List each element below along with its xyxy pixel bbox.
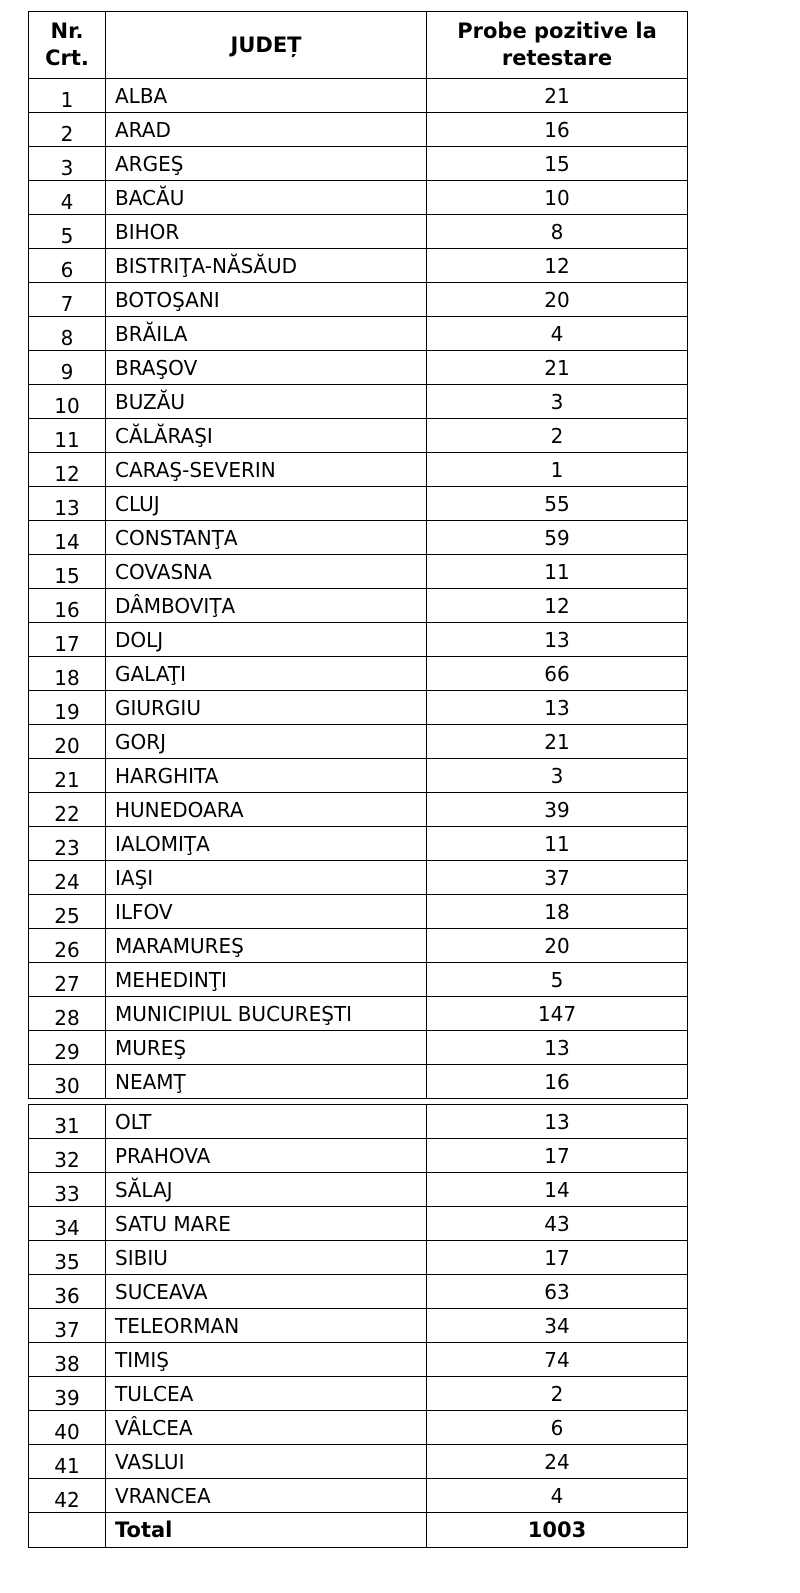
header-nr-crt: Nr. Crt. [29, 12, 106, 79]
table-row [29, 1139, 688, 1173]
row-value-cell: 17 [427, 1139, 688, 1173]
row-county-cell: IAŞI [106, 861, 427, 895]
table-row [29, 1275, 688, 1309]
table-row [29, 997, 688, 1031]
row-value-cell: 13 [427, 691, 688, 725]
row-county-cell: TIMIŞ [106, 1343, 427, 1377]
row-county-cell: MUREŞ [106, 1031, 427, 1065]
row-value-cell: 1 [427, 453, 688, 487]
row-county-cell: BIHOR [106, 215, 427, 249]
row-value-cell: 66 [427, 657, 688, 691]
row-value-cell: 8 [427, 215, 688, 249]
table-row [29, 895, 688, 929]
row-value-cell: 13 [427, 1031, 688, 1065]
row-nr-cell: 15 [29, 555, 106, 589]
row-county-cell: GIURGIU [106, 691, 427, 725]
row-county-cell: TELEORMAN [106, 1309, 427, 1343]
row-county-cell: OLT [106, 1105, 427, 1139]
table-row [29, 1377, 688, 1411]
row-county-cell: VASLUI [106, 1445, 427, 1479]
row-value-cell: 3 [427, 385, 688, 419]
row-nr-cell: 41 [29, 1445, 106, 1479]
row-county-cell: GORJ [106, 725, 427, 759]
row-nr-cell: 6 [29, 249, 106, 283]
row-nr-cell: 14 [29, 521, 106, 555]
row-value-cell: 21 [427, 79, 688, 113]
row-nr-cell: 37 [29, 1309, 106, 1343]
row-county-cell: DOLJ [106, 623, 427, 657]
row-nr-cell: 8 [29, 317, 106, 351]
table-row [29, 929, 688, 963]
row-county-cell: MEHEDINŢI [106, 963, 427, 997]
row-nr-cell: 30 [29, 1065, 106, 1099]
row-nr-cell: 21 [29, 759, 106, 793]
row-nr-cell: 9 [29, 351, 106, 385]
row-nr-cell: 24 [29, 861, 106, 895]
row-value-cell: 147 [427, 997, 688, 1031]
row-nr-cell: 17 [29, 623, 106, 657]
table-row [29, 521, 688, 555]
row-value-cell: 55 [427, 487, 688, 521]
row-nr-cell: 2 [29, 113, 106, 147]
row-value-cell: 4 [427, 317, 688, 351]
row-nr-cell: 1 [29, 79, 106, 113]
table-row [29, 1065, 688, 1099]
row-value-cell: 11 [427, 555, 688, 589]
row-value-cell: 21 [427, 351, 688, 385]
table-row [29, 385, 688, 419]
header-probe-pozitive: Probe pozitive la retestare [427, 12, 688, 79]
row-value-cell: 12 [427, 249, 688, 283]
row-nr-cell: 42 [29, 1479, 106, 1513]
row-value-cell: 20 [427, 929, 688, 963]
row-county-cell: COVASNA [106, 555, 427, 589]
table-row [29, 555, 688, 589]
table-row [29, 759, 688, 793]
row-nr-cell: 29 [29, 1031, 106, 1065]
row-nr-cell: 27 [29, 963, 106, 997]
row-value-cell: 59 [427, 521, 688, 555]
row-county-cell: DÂMBOVIŢA [106, 589, 427, 623]
table-row [29, 827, 688, 861]
row-county-cell: TULCEA [106, 1377, 427, 1411]
row-county-cell: HUNEDOARA [106, 793, 427, 827]
table-row [29, 79, 688, 113]
row-county-cell: SIBIU [106, 1241, 427, 1275]
county-table-part-2 [28, 1104, 688, 1548]
row-value-cell: 13 [427, 623, 688, 657]
total-row [29, 1513, 688, 1548]
table-row [29, 1445, 688, 1479]
row-value-cell: 4 [427, 1479, 688, 1513]
row-county-cell: ARAD [106, 113, 427, 147]
table-row [29, 317, 688, 351]
row-value-cell: 5 [427, 963, 688, 997]
table-row [29, 113, 688, 147]
row-county-cell: CLUJ [106, 487, 427, 521]
row-nr-cell: 32 [29, 1139, 106, 1173]
row-nr-cell: 4 [29, 181, 106, 215]
row-county-cell: BRĂILA [106, 317, 427, 351]
row-nr-cell: 22 [29, 793, 106, 827]
row-value-cell: 74 [427, 1343, 688, 1377]
row-county-cell: BISTRIŢA-NĂSĂUD [106, 249, 427, 283]
row-value-cell: 15 [427, 147, 688, 181]
row-nr-cell: 10 [29, 385, 106, 419]
row-nr-cell: 7 [29, 283, 106, 317]
table-row [29, 1173, 688, 1207]
row-nr-cell: 13 [29, 487, 106, 521]
row-value-cell: 6 [427, 1411, 688, 1445]
row-nr-cell: 31 [29, 1105, 106, 1139]
row-value-cell: 37 [427, 861, 688, 895]
row-county-cell: ILFOV [106, 895, 427, 929]
table-row [29, 861, 688, 895]
table-row [29, 1031, 688, 1065]
row-county-cell: NEAMŢ [106, 1065, 427, 1099]
table-row [29, 147, 688, 181]
row-county-cell: VÂLCEA [106, 1411, 427, 1445]
row-value-cell: 11 [427, 827, 688, 861]
row-county-cell: ALBA [106, 79, 427, 113]
table-row [29, 1343, 688, 1377]
table-row [29, 1241, 688, 1275]
row-nr-cell: 38 [29, 1343, 106, 1377]
row-nr-cell: 3 [29, 147, 106, 181]
table-row [29, 1411, 688, 1445]
table-row [29, 963, 688, 997]
row-value-cell: 2 [427, 419, 688, 453]
table-row [29, 1479, 688, 1513]
row-county-cell: PRAHOVA [106, 1139, 427, 1173]
row-nr-cell: 12 [29, 453, 106, 487]
table-row [29, 657, 688, 691]
row-nr-cell: 39 [29, 1377, 106, 1411]
row-value-cell: 17 [427, 1241, 688, 1275]
row-nr-cell: 34 [29, 1207, 106, 1241]
row-nr-cell: 36 [29, 1275, 106, 1309]
table-row [29, 691, 688, 725]
total-nr-cell [29, 1513, 106, 1548]
table-row [29, 1105, 688, 1139]
row-county-cell: MUNICIPIUL BUCUREŞTI [106, 997, 427, 1031]
table-row [29, 249, 688, 283]
row-nr-cell: 20 [29, 725, 106, 759]
row-nr-cell: 40 [29, 1411, 106, 1445]
row-value-cell: 3 [427, 759, 688, 793]
row-county-cell: BRAŞOV [106, 351, 427, 385]
row-county-cell: GALAŢI [106, 657, 427, 691]
table-row [29, 351, 688, 385]
row-nr-cell: 23 [29, 827, 106, 861]
row-value-cell: 14 [427, 1173, 688, 1207]
row-nr-cell: 16 [29, 589, 106, 623]
row-value-cell: 16 [427, 1065, 688, 1099]
row-county-cell: MARAMUREŞ [106, 929, 427, 963]
row-value-cell: 21 [427, 725, 688, 759]
row-nr-cell: 35 [29, 1241, 106, 1275]
header-judet: JUDEȚ [106, 12, 427, 79]
row-county-cell: BOTOŞANI [106, 283, 427, 317]
total-value: 1003 [427, 1513, 688, 1548]
table-row [29, 215, 688, 249]
table-row [29, 623, 688, 657]
row-nr-cell: 26 [29, 929, 106, 963]
row-county-cell: IALOMIŢA [106, 827, 427, 861]
row-value-cell: 24 [427, 1445, 688, 1479]
row-county-cell: SATU MARE [106, 1207, 427, 1241]
row-nr-cell: 18 [29, 657, 106, 691]
row-value-cell: 34 [427, 1309, 688, 1343]
table-row [29, 1207, 688, 1241]
row-value-cell: 63 [427, 1275, 688, 1309]
table-row [29, 181, 688, 215]
row-county-cell: ARGEŞ [106, 147, 427, 181]
row-value-cell: 16 [427, 113, 688, 147]
row-county-cell: BUZĂU [106, 385, 427, 419]
row-nr-cell: 28 [29, 997, 106, 1031]
total-label: Total [106, 1513, 427, 1548]
row-nr-cell: 19 [29, 691, 106, 725]
row-value-cell: 10 [427, 181, 688, 215]
row-value-cell: 13 [427, 1105, 688, 1139]
row-nr-cell: 25 [29, 895, 106, 929]
row-county-cell: CONSTANŢA [106, 521, 427, 555]
row-county-cell: CĂLĂRAŞI [106, 419, 427, 453]
row-value-cell: 20 [427, 283, 688, 317]
table-row [29, 419, 688, 453]
row-value-cell: 18 [427, 895, 688, 929]
table-row [29, 589, 688, 623]
table-row [29, 283, 688, 317]
row-value-cell: 39 [427, 793, 688, 827]
row-value-cell: 43 [427, 1207, 688, 1241]
row-nr-cell: 5 [29, 215, 106, 249]
table-row [29, 487, 688, 521]
row-value-cell: 2 [427, 1377, 688, 1411]
table-row [29, 453, 688, 487]
row-nr-cell: 11 [29, 419, 106, 453]
row-county-cell: CARAŞ-SEVERIN [106, 453, 427, 487]
row-county-cell: SUCEAVA [106, 1275, 427, 1309]
row-county-cell: VRANCEA [106, 1479, 427, 1513]
row-county-cell: SĂLAJ [106, 1173, 427, 1207]
header-row [29, 12, 688, 79]
row-nr-cell: 33 [29, 1173, 106, 1207]
table-row [29, 793, 688, 827]
row-county-cell: BACĂU [106, 181, 427, 215]
table-row [29, 1309, 688, 1343]
county-table-part-1 [28, 11, 688, 1099]
row-value-cell: 12 [427, 589, 688, 623]
table-row [29, 725, 688, 759]
row-county-cell: HARGHITA [106, 759, 427, 793]
